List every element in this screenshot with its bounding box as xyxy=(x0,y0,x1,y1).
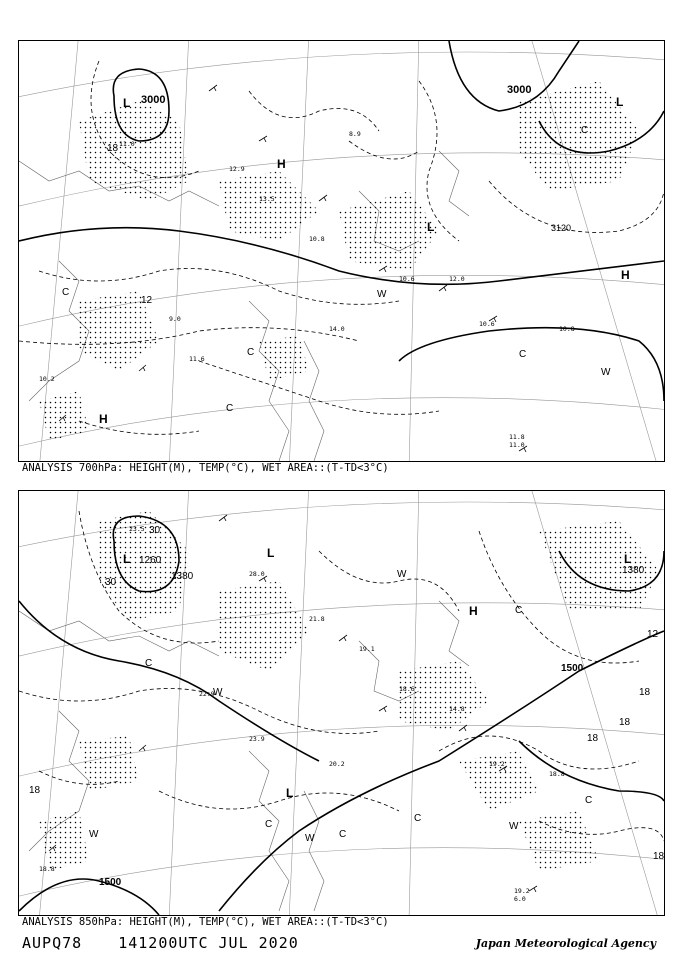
height-label: 1380 xyxy=(171,571,194,582)
cold-marker: C xyxy=(585,795,593,806)
svg-text:11.8: 11.8 xyxy=(509,433,525,441)
high-marker: H xyxy=(99,412,108,426)
temp-label: 18 xyxy=(619,717,631,728)
svg-text:14.8: 14.8 xyxy=(449,705,465,713)
svg-text:10.8: 10.8 xyxy=(559,325,575,333)
chart-700hpa xyxy=(18,40,665,462)
svg-text:18.8: 18.8 xyxy=(39,865,55,873)
caption-850hpa: ANALYSIS 850hPa: HEIGHT(M), TEMP(°C), WET AREA::(T-TD<3°C) xyxy=(22,916,389,928)
low-marker: L xyxy=(286,786,294,800)
svg-text:21.8: 21.8 xyxy=(309,615,325,623)
low-marker: L xyxy=(624,552,632,566)
cold-marker: C xyxy=(581,125,589,136)
svg-text:23.5: 23.5 xyxy=(129,525,145,533)
temp-label: 18 xyxy=(587,733,599,744)
agency-name: Japan Meteorological Agency xyxy=(475,937,656,950)
svg-text:18.8: 18.8 xyxy=(549,770,565,778)
svg-text:11.0: 11.0 xyxy=(119,140,135,148)
svg-text:11.0: 11.0 xyxy=(509,441,525,449)
low-marker: L xyxy=(427,220,435,234)
height-label: 1500 xyxy=(99,877,122,888)
cold-marker: C xyxy=(515,605,523,616)
svg-text:23.9: 23.9 xyxy=(249,735,265,743)
low-marker: L xyxy=(616,95,624,109)
warm-marker: W xyxy=(377,289,387,300)
wet-area xyxy=(39,511,659,871)
temp-label: 18 xyxy=(29,785,41,796)
height-label: 1260 xyxy=(139,555,162,566)
svg-text:22.9: 22.9 xyxy=(199,690,215,698)
high-marker: H xyxy=(621,268,630,282)
low-marker: L xyxy=(267,546,275,560)
svg-text:28.0: 28.0 xyxy=(249,570,265,578)
caption-700hpa: ANALYSIS 700hPa: HEIGHT(M), TEMP(°C), WET AREA::(T-TD<3°C) xyxy=(22,462,389,474)
cold-marker: C xyxy=(339,829,347,840)
height-label: 3120 xyxy=(551,223,572,233)
low-marker: L xyxy=(123,96,131,110)
temp-label: 30 xyxy=(105,577,117,588)
cold-marker: C xyxy=(414,813,422,824)
height-label: 1380 xyxy=(622,565,645,576)
svg-text:8.9: 8.9 xyxy=(349,130,361,138)
temp-label: 18 xyxy=(653,851,664,862)
height-label: 3000 xyxy=(507,84,532,96)
temp-label: 18 xyxy=(639,687,651,698)
svg-text:18.6: 18.6 xyxy=(399,685,415,693)
cold-marker: C xyxy=(519,349,527,360)
svg-text:19.2: 19.2 xyxy=(514,887,530,895)
temp-label: 12 xyxy=(141,295,153,306)
svg-text:12.9: 12.9 xyxy=(229,165,245,173)
cold-marker: C xyxy=(265,819,273,830)
warm-marker: W xyxy=(397,569,407,580)
cold-marker: C xyxy=(62,287,70,298)
chart-850hpa xyxy=(18,490,665,916)
svg-text:9.0: 9.0 xyxy=(169,315,181,323)
height-label: 3000 xyxy=(141,94,166,106)
cold-marker: C xyxy=(226,403,234,414)
svg-text:19.2: 19.2 xyxy=(489,760,505,768)
cold-marker: C xyxy=(145,658,153,669)
temp-label: 30 xyxy=(149,525,161,536)
temp-label: 12 xyxy=(647,629,659,640)
svg-text:20.2: 20.2 xyxy=(329,760,345,768)
low-marker: L xyxy=(123,552,131,566)
warm-marker: W xyxy=(509,821,519,832)
warm-marker: W xyxy=(213,687,223,698)
high-marker: H xyxy=(277,157,286,171)
svg-text:10.6: 10.6 xyxy=(399,275,415,283)
svg-text:13.5: 13.5 xyxy=(259,195,275,203)
warm-marker: W xyxy=(305,833,315,844)
high-marker: H xyxy=(469,604,478,618)
temp-label: 18 xyxy=(107,143,119,154)
svg-text:11.6: 11.6 xyxy=(189,355,205,363)
svg-text:10.2: 10.2 xyxy=(39,375,55,383)
chart-id: AUPQ78 xyxy=(22,934,83,952)
map-850hpa xyxy=(19,491,664,915)
svg-text:19.1: 19.1 xyxy=(359,645,375,653)
svg-text:14.0: 14.0 xyxy=(329,325,345,333)
chart-identifier xyxy=(22,934,325,952)
svg-text:12.0: 12.0 xyxy=(449,275,465,283)
valid-time: 141200UTC JUL 2020 xyxy=(118,934,299,952)
svg-text:10.6: 10.6 xyxy=(479,320,495,328)
svg-text:10.8: 10.8 xyxy=(309,235,325,243)
warm-marker: W xyxy=(89,829,99,840)
height-label: 1500 xyxy=(561,663,584,674)
map-700hpa xyxy=(19,41,664,461)
warm-marker: W xyxy=(601,367,611,378)
svg-text:6.0: 6.0 xyxy=(514,895,526,903)
cold-marker: C xyxy=(247,347,255,358)
